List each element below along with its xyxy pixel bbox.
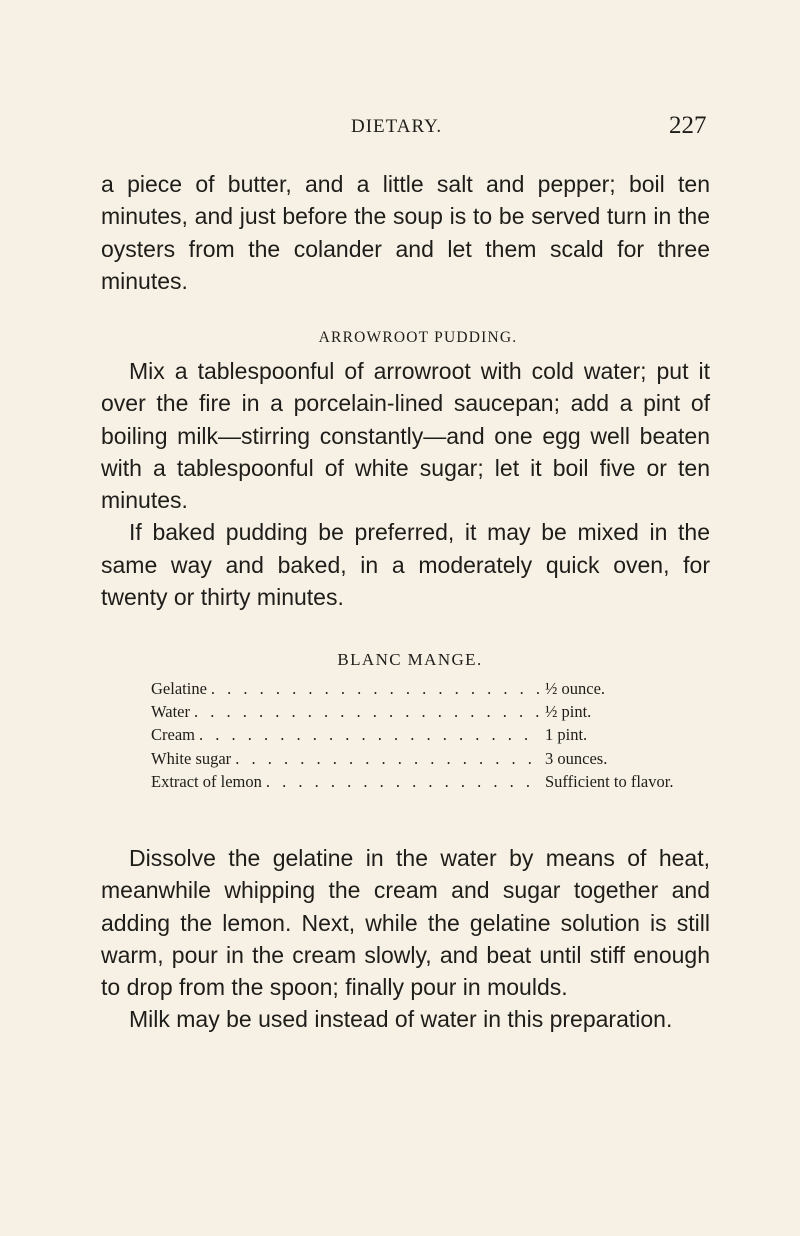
page-number: 227 bbox=[669, 112, 707, 139]
running-head bbox=[0, 112, 800, 142]
ingredient-name: Extract of lemon bbox=[151, 771, 262, 791]
paragraph: If baked pudding be preferred, it may be mixed in the same way and baked, in a moderately quick oven, for twenty or thirty minutes. bbox=[101, 519, 710, 611]
dot-leader bbox=[194, 702, 539, 722]
paragraph: Dissolve the gelatine in the water by means of heat, meanwhile whipping the cream and sugar together and adding the lemon. Next, while the gelatine solution is still warm, pour in the cream slowly, and beat until stiff enough to drop from the spoon; finally pour in moulds. bbox=[101, 845, 710, 1001]
dot-leader bbox=[211, 679, 539, 699]
ingredient-quantity: 3 ounces. bbox=[545, 748, 608, 768]
blanc-mange-text bbox=[101, 842, 710, 1036]
ingredient-quantity: ½ pint. bbox=[545, 702, 592, 722]
ingredient-row bbox=[151, 725, 691, 748]
paragraph: Milk may be used instead of water in this preparation. bbox=[129, 1006, 673, 1033]
dot-leader bbox=[199, 725, 539, 745]
ingredient-quantity: 1 pint. bbox=[545, 725, 588, 745]
section-heading-arrowroot-pudding: ARROWROOT PUDDING. bbox=[318, 329, 518, 346]
ingredient-name: White sugar bbox=[151, 748, 232, 768]
section-heading-blanc-mange: BLANC MANGE. bbox=[337, 650, 483, 669]
dot-leader bbox=[266, 772, 539, 792]
paragraph: a piece of butter, and a little salt and pepper; boil ten minutes, and just before the soup is to be served turn in the oysters from the colander and let them scald for three minutes. bbox=[101, 171, 710, 294]
dot-leader bbox=[235, 749, 539, 769]
running-title: DIETARY. bbox=[351, 116, 443, 137]
ingredient-name: Cream bbox=[151, 725, 195, 745]
continuation-text bbox=[101, 168, 710, 297]
ingredient-row bbox=[151, 702, 691, 725]
ingredient-row bbox=[151, 679, 691, 702]
ingredient-row bbox=[151, 749, 691, 772]
ingredient-list bbox=[151, 679, 691, 795]
paragraph: Mix a tablespoonful of arrowroot with cold water; put it over the fire in a porcelain-lined saucepan; add a pint of boiling milk—stirring constantly—and one egg well beaten with a tablespoonful of white sugar; let it boil five or ten minutes. bbox=[101, 358, 710, 514]
ingredient-quantity: Sufficient to flavor. bbox=[545, 771, 674, 791]
ingredient-quantity: ½ ounce. bbox=[545, 679, 606, 698]
ingredient-name: Water bbox=[151, 702, 190, 722]
ingredient-row bbox=[151, 772, 691, 795]
arrowroot-pudding-text bbox=[101, 355, 710, 613]
ingredient-name: Gelatine bbox=[151, 679, 207, 698]
